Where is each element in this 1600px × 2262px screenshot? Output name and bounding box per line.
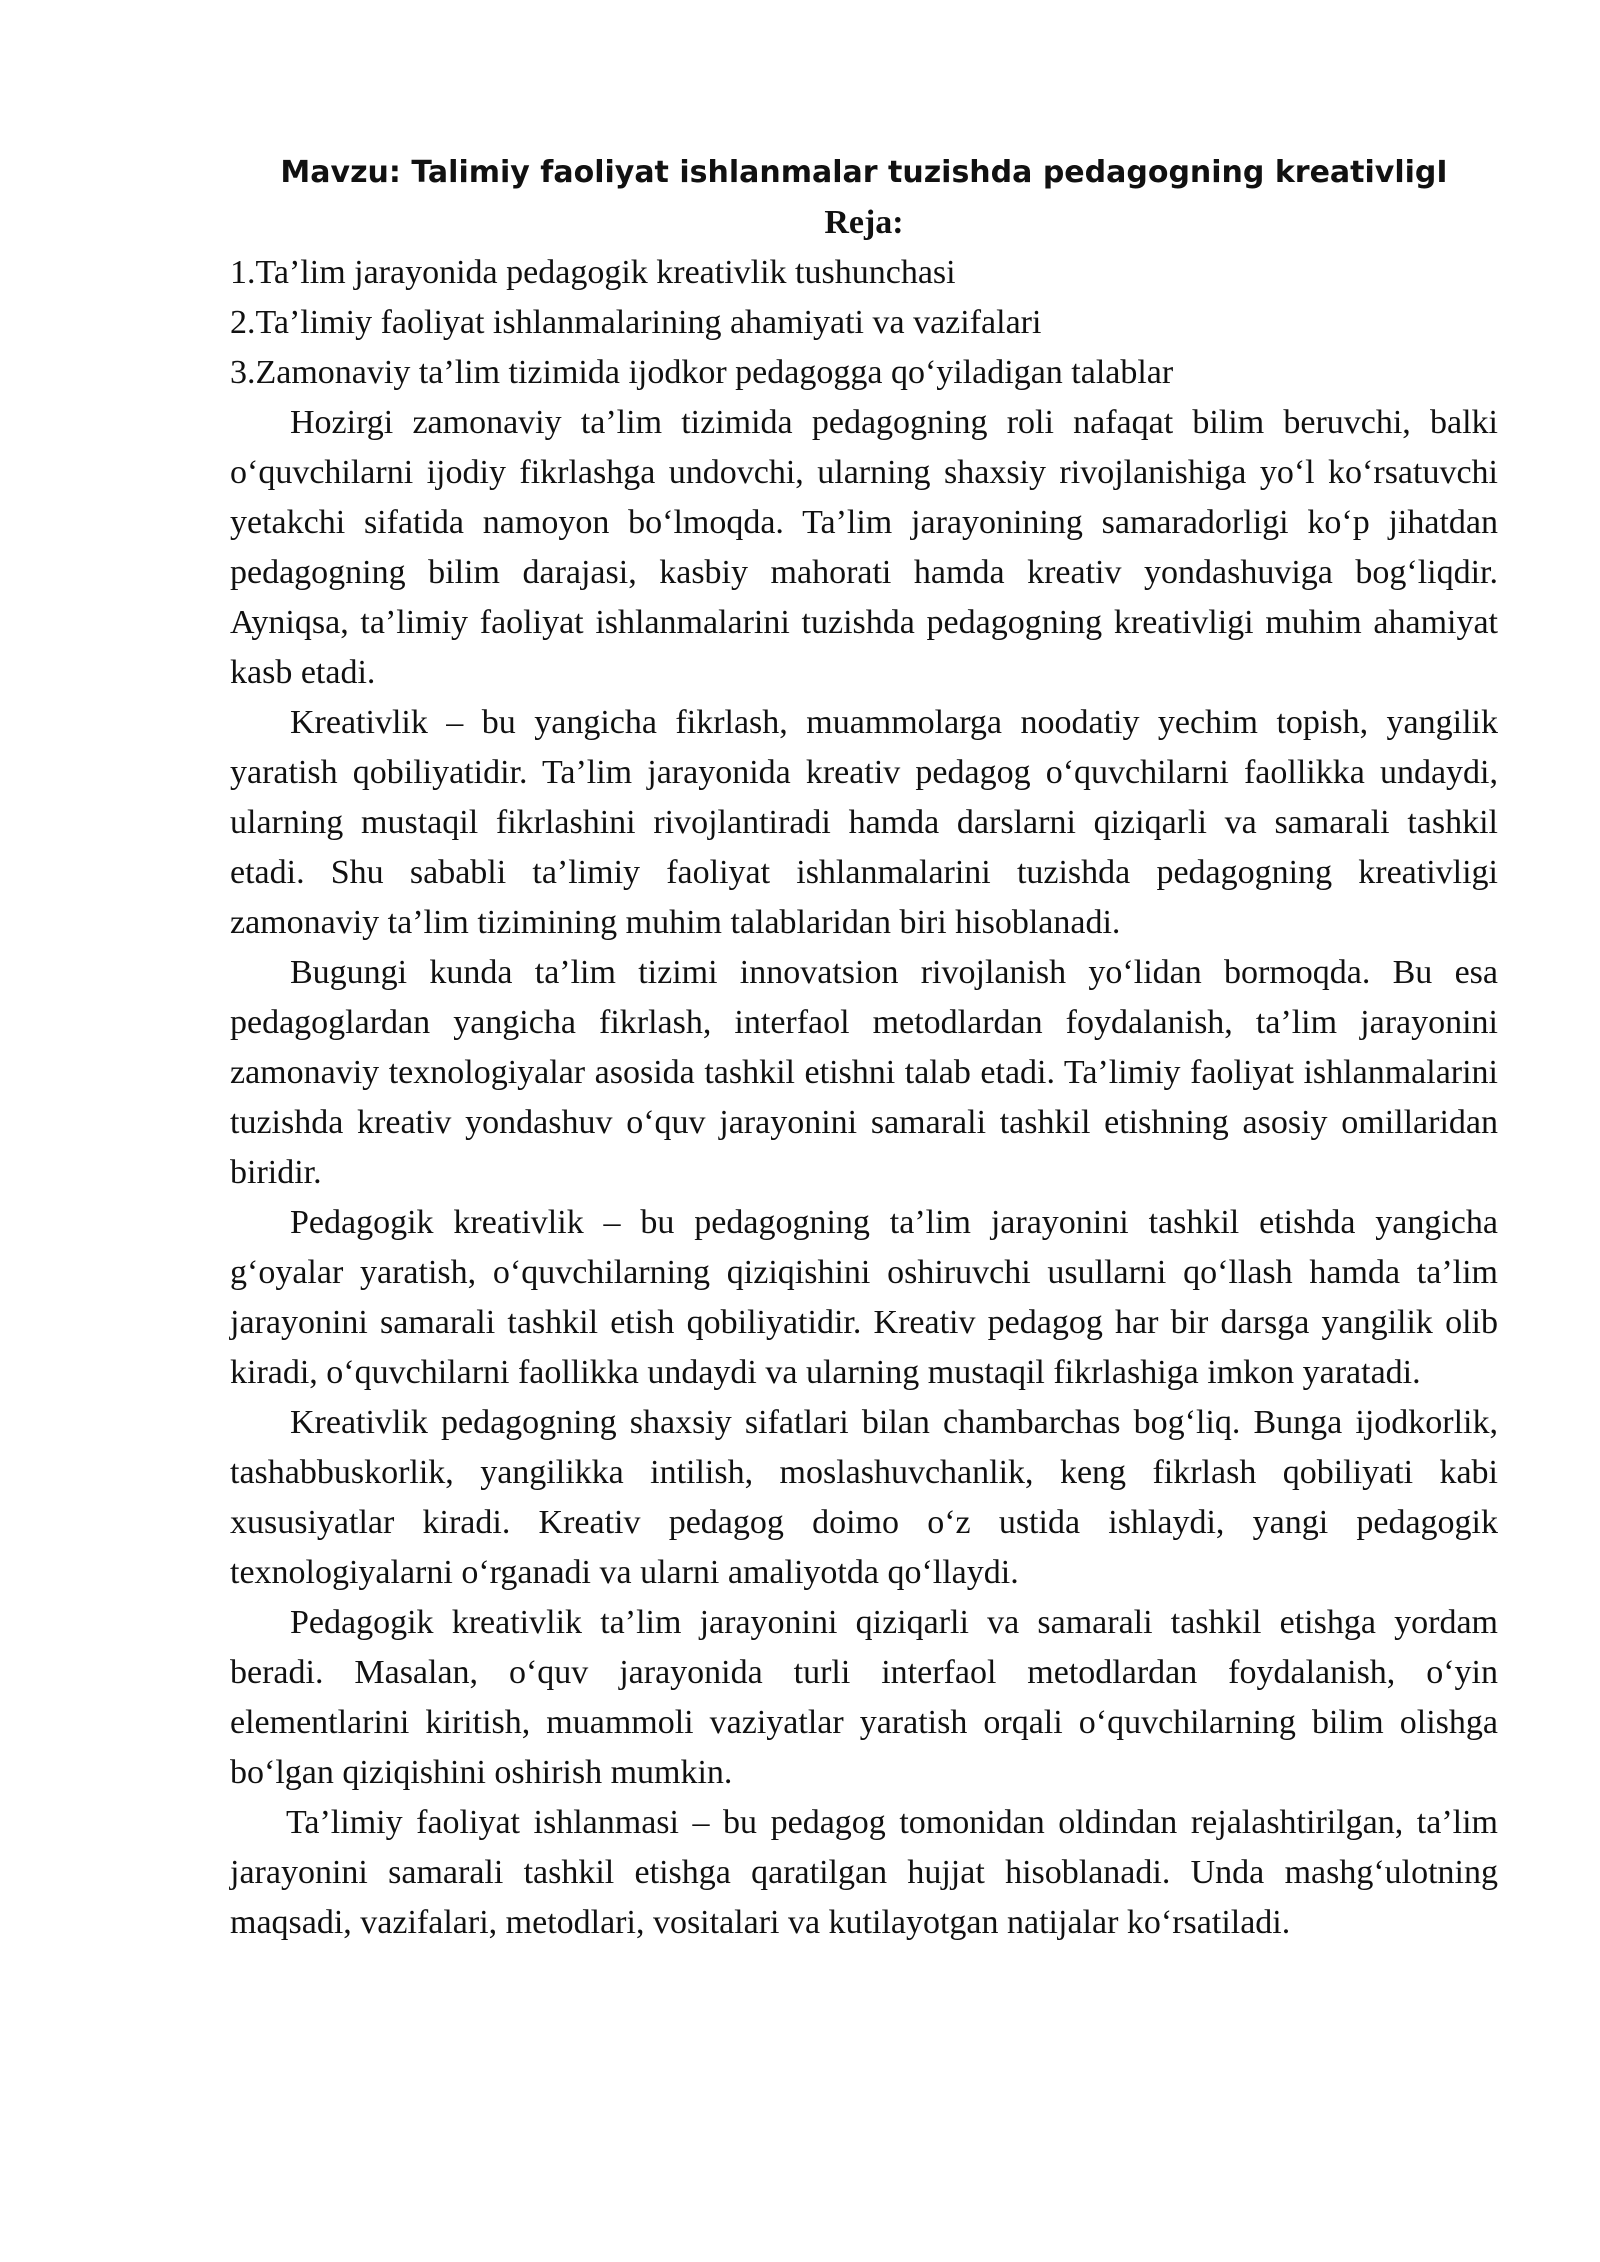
paragraph-6: Pedagogik kreativlik ta’lim jarayonini qiziqarli va samarali tashkil etishga yordam beradi. Masalan, o‘quv jarayonida turli interfaol metodlardan foydalanish, o‘yin elementlarini kiritish, muammoli vaziyatlar yaratish orqali o‘quvchilarning bilim olishga bo‘lgan qiziqishini oshirish mumkin.	[230, 1604, 1498, 1791]
paragraph-4: Pedagogik kreativlik – bu pedagogning ta’lim jarayonini tashkil etishda yangicha g‘oyalar yaratish, o‘quvchilarning qiziqishini oshiruvchi usullarni qo‘llash hamda ta’lim jarayonini samarali tashkil etish qobiliyatidir. Kreativ pedagog har bir darsga yangilik olib kiradi, o‘quvchilarni faollikka undaydi va ularning mustaqil fikrlashiga imkon yaratadi.	[230, 1204, 1498, 1391]
paragraph-2: Kreativlik – bu yangicha fikrlash, muammolarga noodatiy yechim topish, yangilik yaratish qobiliyatidir. Ta’lim jarayonida kreativ pedagog o‘quvchilarni faollikka undaydi, ularning mustaqil fikrlashini rivojlantiradi hamda darslarni qiziqarli va samarali tashkil etadi. Shu sababli ta’limiy faoliyat ishlanmalarini tuzishda pedagogning kreativligi zamonaviy ta’lim tizimining muhim talablaridan biri hisoblanadi.	[230, 704, 1498, 941]
plan-item-2: 2.Ta’limiy faoliyat ishlanmalarining ahamiyati va vazifalari	[230, 304, 1042, 341]
plan-item-1: 1.Ta’lim jarayonida pedagogik kreativlik tushunchasi	[230, 254, 956, 291]
paragraph-5: Kreativlik pedagogning shaxsiy sifatlari bilan chambarchas bog‘liq. Bunga ijodkorlik, tashabbuskorlik, yangilikka intilish, moslashuvchanlik, keng fikrlash qobiliyati kabi xususiyatlar kiradi. Kreativ pedagog doimo o‘z ustida ishlaydi, yangi pedagogik texnologiyalarni o‘rganadi va ularni amaliyotda qo‘llaydi.	[230, 1404, 1498, 1591]
document-title: Mavzu: Talimiy faoliyat ishlanmalar tuzishda pedagogning kreativligI	[280, 155, 1448, 190]
paragraph-3: Bugungi kunda ta’lim tizimi innovatsion rivojlanish yo‘lidan bormoqda. Bu esa pedagoglardan yangicha fikrlash, interfaol metodlardan foydalanish, ta’lim jarayonini zamonaviy texnologiyalar asosida tashkil etishni talab etadi. Ta’limiy faoliyat ishlanmalarini tuzishda kreativ yondashuv o‘quv jarayonini samarali tashkil etishning asosiy omillaridan biridir.	[230, 954, 1498, 1191]
plan-heading: Reja:	[824, 204, 904, 241]
paragraph-1: Hozirgi zamonaviy ta’lim tizimida pedagogning roli nafaqat bilim beruvchi, balki o‘quvchilarni ijodiy fikrlashga undovchi, ularning shaxsiy rivojlanishiga yo‘l ko‘rsatuvchi yetakchi sifatida namoyon bo‘lmoqda. Ta’lim jarayonining samaradorligi ko‘p jihatdan pedagogning bilim darajasi, kasbiy mahorati hamda kreativ yondashuviga bog‘liqdir. Ayniqsa, ta’limiy faoliyat ishlanmalarini tuzishda pedagogning kreativligi muhim ahamiyat kasb etadi.	[230, 404, 1498, 691]
document-page	[230, 148, 1498, 1948]
plan-item-3: 3.Zamonaviy ta’lim tizimida ijodkor pedagogga qo‘yiladigan talablar	[230, 354, 1174, 391]
paragraph-7: Ta’limiy faoliyat ishlanmasi – bu pedagog tomonidan oldindan rejalashtirilgan, ta’lim jarayonini samarali tashkil etishga qaratilgan hujjat hisoblanadi. Unda mashg‘ulotning maqsadi, vazifalari, metodlari, vositalari va kutilayotgan natijalar ko‘rsatiladi.	[230, 1804, 1498, 1941]
plan-list	[230, 248, 1498, 398]
